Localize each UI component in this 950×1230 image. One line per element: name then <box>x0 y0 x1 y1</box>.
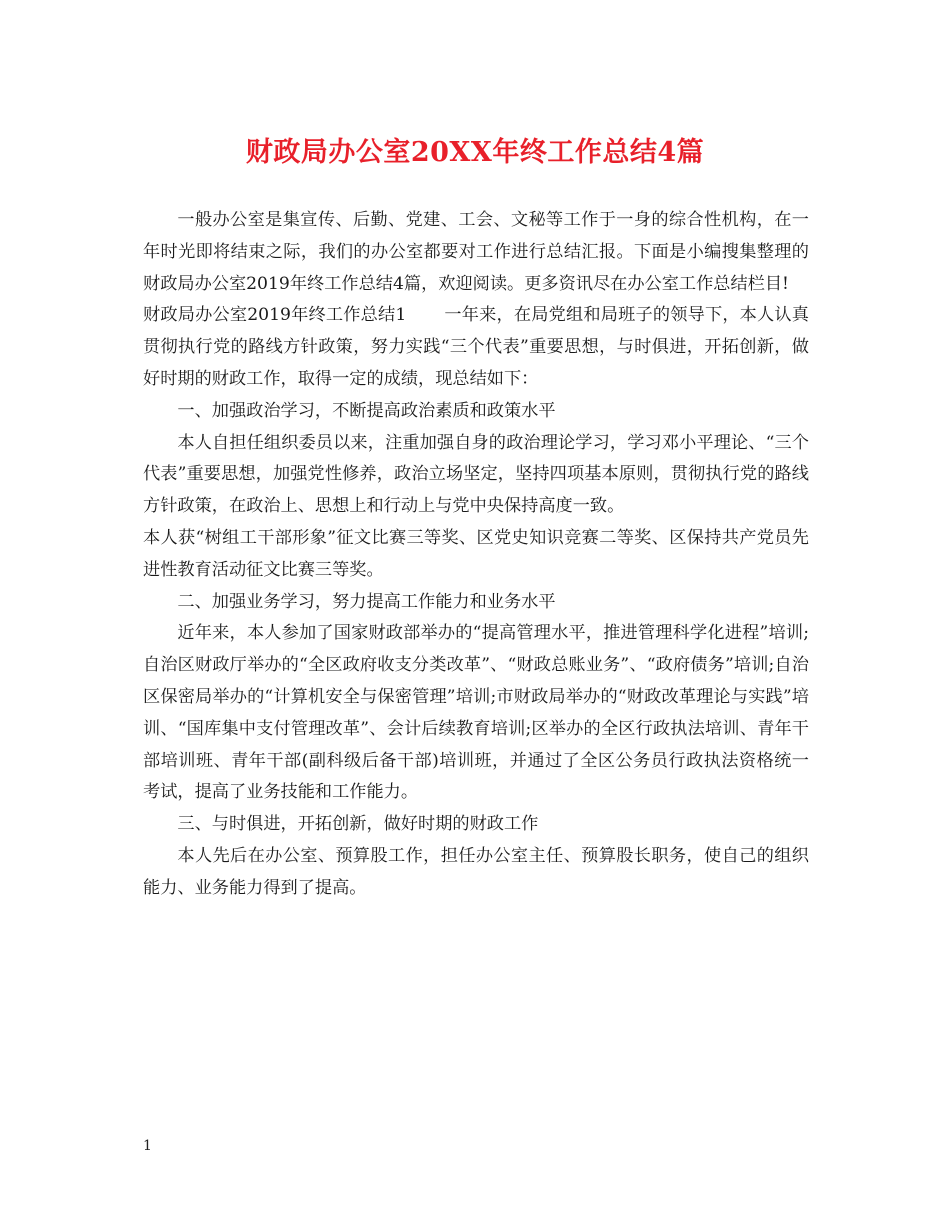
point2-heading: 二、加强业务学习，努力提高工作能力和业务水平 <box>177 591 556 612</box>
point2-body: 近年来，本人参加了国家财政部举办的“提高管理水平，推进管理科学化进程”培训;自治区财政厅举办的“全区政府收支分类改革”、“财政总账业务”、“政府债务”培训;自治区保密局举办的“计算机安全与保密管理”培训;市财政局举办的“财政改革理论与实践”培训、“国库集中支付管理改革”、会计后续教育培训;区举办的全区行政执法培训、青年干部培训班、青年干部(副科级后备干部)培训班，并通过了全区公务员行政执法资格统一考试，提高了业务技能和工作能力。 <box>143 623 809 803</box>
point3-heading: 三、与时俱进，开拓创新，做好时期的财政工作 <box>177 814 539 835</box>
point1-heading: 一、加强政治学习，不断提高政治素质和政策水平 <box>177 400 556 421</box>
section1-lead: 一年来，在局党组和局班子的领导下，本人认真贯彻执行党的路线方针政策，努力实践“三个代表”重要思想，与时俱进，开拓创新，做好时期的财政工作，取得一定的成绩，现总结如下： <box>143 305 809 389</box>
page-number: 1 <box>143 1138 152 1154</box>
point1-awards: 本人获“树组工干部形象”征文比赛三等奖、区党史知识竞赛二等奖、区保持共产党员先进性教育活动征文比赛三等奖。 <box>143 527 809 580</box>
point1-body: 本人自担任组织委员以来，注重加强自身的政治理论学习，学习邓小平理论、“三个代表”重要思想，加强党性修养，政治立场坚定，坚持四项基本原则，贯彻执行党的路线方针政策，在政治上、思想上和行动上与党中央保持高度一致。 <box>143 432 809 517</box>
section1-heading: 财政局办公室2019年终工作总结1 <box>143 305 407 326</box>
point3-body: 本人先后在办公室、预算股工作，担任办公室主任、预算股长职务，使自己的组织能力、业务能力得到了提高。 <box>143 845 809 898</box>
section1-paragraph <box>143 300 809 395</box>
document-body <box>143 205 809 905</box>
document-title: 财政局办公室20XX年终工作总结4篇 <box>245 137 705 168</box>
intro-paragraph: 一般办公室是集宣传、后勤、党建、工会、文秘等工作于一身的综合性机构，在一年时光即将结束之际，我们的办公室都要对工作进行总结汇报。下面是小编搜集整理的财政局办公室2019年终工作总结4篇，欢迎阅读。更多资讯尽在办公室工作总结栏目! <box>143 210 809 294</box>
